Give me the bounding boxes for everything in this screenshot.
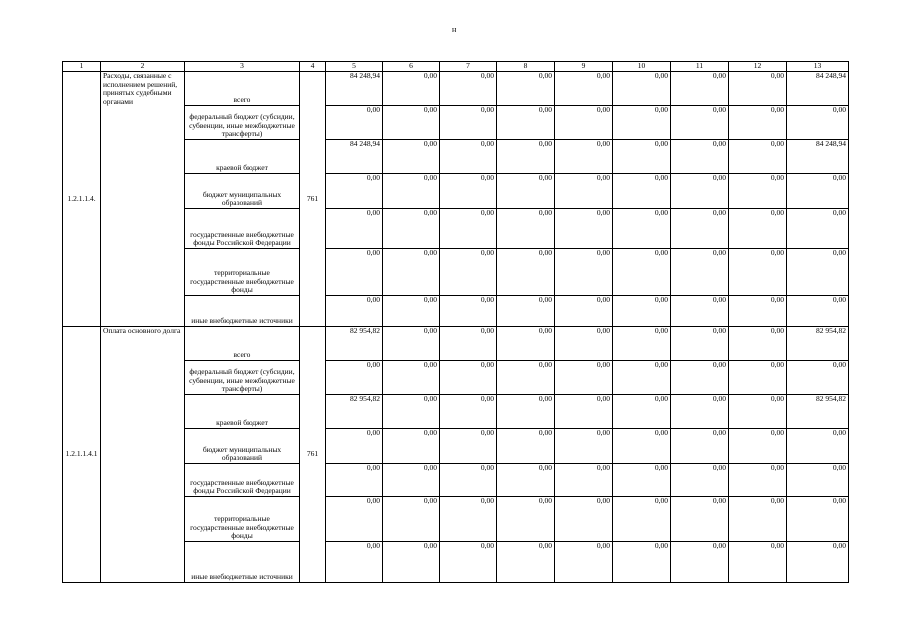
value-cell: 0,00: [383, 140, 440, 174]
value-cell: 0,00: [555, 542, 613, 583]
value-cell: 0,00: [326, 174, 383, 209]
value-cell: 0,00: [497, 429, 555, 464]
value-cell: 0,00: [383, 106, 440, 140]
value-cell: 0,00: [671, 249, 729, 296]
value-cell: 0,00: [729, 429, 787, 464]
funding-source: иные внебюджетные источники: [185, 542, 300, 583]
value-cell: 0,00: [326, 497, 383, 542]
column-header: 7: [440, 62, 497, 72]
value-cell: 0,00: [440, 140, 497, 174]
value-cell: 0,00: [729, 249, 787, 296]
value-cell: 0,00: [729, 395, 787, 429]
value-cell: 0,00: [671, 209, 729, 249]
column-header: 3: [185, 62, 300, 72]
value-cell: 84 248,94: [326, 72, 383, 106]
value-cell: 0,00: [497, 140, 555, 174]
value-cell: 0,00: [613, 464, 671, 497]
value-cell: 0,00: [440, 395, 497, 429]
value-cell: 0,00: [671, 497, 729, 542]
value-cell: 0,00: [671, 72, 729, 106]
value-cell: 0,00: [787, 249, 849, 296]
column-header: 2: [101, 62, 185, 72]
value-cell: 0,00: [671, 542, 729, 583]
column-header: 1: [63, 62, 101, 72]
value-cell: 0,00: [383, 542, 440, 583]
value-cell: 0,00: [440, 542, 497, 583]
row-name: Оплата основного долга: [101, 327, 185, 583]
value-cell: 0,00: [613, 72, 671, 106]
value-cell: 0,00: [555, 72, 613, 106]
value-cell: 0,00: [326, 106, 383, 140]
value-cell: 0,00: [671, 106, 729, 140]
value-cell: 0,00: [555, 327, 613, 361]
value-cell: 0,00: [671, 296, 729, 327]
value-cell: 0,00: [671, 464, 729, 497]
value-cell: 0,00: [326, 296, 383, 327]
funding-source: бюджет муниципальных образований: [185, 429, 300, 464]
value-cell: 82 954,82: [326, 395, 383, 429]
value-cell: 0,00: [326, 209, 383, 249]
value-cell: 0,00: [497, 361, 555, 395]
value-cell: 0,00: [326, 429, 383, 464]
value-cell: 0,00: [555, 464, 613, 497]
value-cell: 0,00: [555, 209, 613, 249]
value-cell: 0,00: [787, 296, 849, 327]
value-cell: 0,00: [497, 209, 555, 249]
funding-source: государственные внебюджетные фонды Российской Федерации: [185, 464, 300, 497]
value-cell: 0,00: [729, 296, 787, 327]
value-cell: 0,00: [613, 395, 671, 429]
column-header: 8: [497, 62, 555, 72]
value-cell: 0,00: [787, 106, 849, 140]
value-cell: 0,00: [671, 327, 729, 361]
column-number-row: [63, 62, 849, 72]
row-code: 1.2.1.1.4.: [63, 72, 101, 327]
value-cell: 0,00: [613, 296, 671, 327]
value-cell: 0,00: [555, 249, 613, 296]
row-code: 1.2.1.1.4.1: [63, 327, 101, 583]
value-cell: 0,00: [326, 249, 383, 296]
value-cell: 0,00: [497, 296, 555, 327]
value-cell: 0,00: [440, 72, 497, 106]
table-row: [63, 327, 849, 361]
value-cell: 0,00: [440, 429, 497, 464]
value-cell: 0,00: [555, 106, 613, 140]
budget-table: [62, 61, 849, 583]
value-cell: 82 954,82: [326, 327, 383, 361]
value-cell: 0,00: [729, 464, 787, 497]
value-cell: 0,00: [613, 429, 671, 464]
value-cell: 0,00: [383, 72, 440, 106]
column-header: 13: [787, 62, 849, 72]
value-cell: 0,00: [729, 140, 787, 174]
value-cell: 0,00: [383, 464, 440, 497]
value-cell: 0,00: [671, 361, 729, 395]
value-cell: 0,00: [383, 395, 440, 429]
value-cell: 0,00: [497, 395, 555, 429]
value-cell: 0,00: [787, 174, 849, 209]
funding-source: всего: [185, 72, 300, 106]
value-cell: 0,00: [729, 72, 787, 106]
value-cell: 0,00: [671, 395, 729, 429]
funding-source: краевой бюджет: [185, 140, 300, 174]
value-cell: 0,00: [555, 296, 613, 327]
value-cell: 0,00: [497, 106, 555, 140]
value-cell: 0,00: [555, 140, 613, 174]
value-cell: 0,00: [613, 542, 671, 583]
value-cell: 0,00: [440, 327, 497, 361]
value-cell: 0,00: [613, 106, 671, 140]
value-cell: 0,00: [671, 429, 729, 464]
value-cell: 0,00: [326, 361, 383, 395]
funding-source: государственные внебюджетные фонды Российской Федерации: [185, 209, 300, 249]
value-cell: 0,00: [613, 174, 671, 209]
value-cell: 0,00: [729, 209, 787, 249]
value-cell: 0,00: [555, 497, 613, 542]
grbs-code: 761: [300, 72, 326, 327]
funding-source: территориальные государственные внебюджетные фонды: [185, 497, 300, 542]
value-cell: 0,00: [383, 249, 440, 296]
value-cell: 0,00: [555, 395, 613, 429]
value-cell: 0,00: [497, 327, 555, 361]
funding-source: территориальные государственные внебюджетные фонды: [185, 249, 300, 296]
value-cell: 0,00: [555, 429, 613, 464]
value-cell: 0,00: [440, 174, 497, 209]
value-cell: 0,00: [787, 464, 849, 497]
page-number: н: [452, 25, 457, 34]
value-cell: 0,00: [729, 361, 787, 395]
value-cell: 0,00: [383, 361, 440, 395]
value-cell: 84 248,94: [787, 140, 849, 174]
value-cell: 84 248,94: [787, 72, 849, 106]
value-cell: 0,00: [440, 106, 497, 140]
value-cell: 84 248,94: [326, 140, 383, 174]
funding-source: всего: [185, 327, 300, 361]
value-cell: 0,00: [383, 497, 440, 542]
value-cell: 0,00: [729, 497, 787, 542]
column-header: 6: [383, 62, 440, 72]
value-cell: 0,00: [497, 542, 555, 583]
value-cell: 0,00: [440, 497, 497, 542]
value-cell: 0,00: [613, 497, 671, 542]
value-cell: 0,00: [613, 327, 671, 361]
value-cell: 0,00: [787, 361, 849, 395]
row-name: Расходы, связанные с исполнением решений, принятых судебными органами: [101, 72, 185, 327]
column-header: 11: [671, 62, 729, 72]
value-cell: 0,00: [497, 174, 555, 209]
value-cell: 0,00: [383, 209, 440, 249]
value-cell: 0,00: [440, 209, 497, 249]
value-cell: 0,00: [555, 174, 613, 209]
value-cell: 0,00: [497, 249, 555, 296]
value-cell: 0,00: [440, 296, 497, 327]
value-cell: 82 954,82: [787, 327, 849, 361]
column-header: 10: [613, 62, 671, 72]
value-cell: 0,00: [729, 174, 787, 209]
value-cell: 0,00: [671, 140, 729, 174]
funding-source: краевой бюджет: [185, 395, 300, 429]
value-cell: 0,00: [787, 542, 849, 583]
value-cell: 0,00: [613, 361, 671, 395]
value-cell: 0,00: [326, 464, 383, 497]
funding-source: федеральный бюджет (субсидии, субвенции, иные межбюджетные трансферты): [185, 106, 300, 140]
grbs-code: 761: [300, 327, 326, 583]
column-header: 9: [555, 62, 613, 72]
column-header: 4: [300, 62, 326, 72]
column-header: 5: [326, 62, 383, 72]
funding-source: бюджет муниципальных образований: [185, 174, 300, 209]
value-cell: 0,00: [440, 464, 497, 497]
value-cell: 0,00: [326, 542, 383, 583]
value-cell: 0,00: [613, 249, 671, 296]
value-cell: 0,00: [383, 429, 440, 464]
value-cell: 0,00: [787, 497, 849, 542]
value-cell: 0,00: [555, 361, 613, 395]
value-cell: 0,00: [497, 72, 555, 106]
column-header: 12: [729, 62, 787, 72]
value-cell: 0,00: [787, 209, 849, 249]
value-cell: 0,00: [729, 106, 787, 140]
table-row: [63, 72, 849, 106]
value-cell: 0,00: [497, 464, 555, 497]
value-cell: 0,00: [497, 497, 555, 542]
value-cell: 0,00: [440, 249, 497, 296]
value-cell: 0,00: [671, 174, 729, 209]
value-cell: 82 954,82: [787, 395, 849, 429]
value-cell: 0,00: [613, 140, 671, 174]
value-cell: 0,00: [383, 174, 440, 209]
value-cell: 0,00: [729, 327, 787, 361]
value-cell: 0,00: [787, 429, 849, 464]
value-cell: 0,00: [440, 361, 497, 395]
value-cell: 0,00: [383, 327, 440, 361]
value-cell: 0,00: [729, 542, 787, 583]
funding-source: федеральный бюджет (субсидии, субвенции, иные межбюджетные трансферты): [185, 361, 300, 395]
funding-source: иные внебюджетные источники: [185, 296, 300, 327]
value-cell: 0,00: [383, 296, 440, 327]
value-cell: 0,00: [613, 209, 671, 249]
